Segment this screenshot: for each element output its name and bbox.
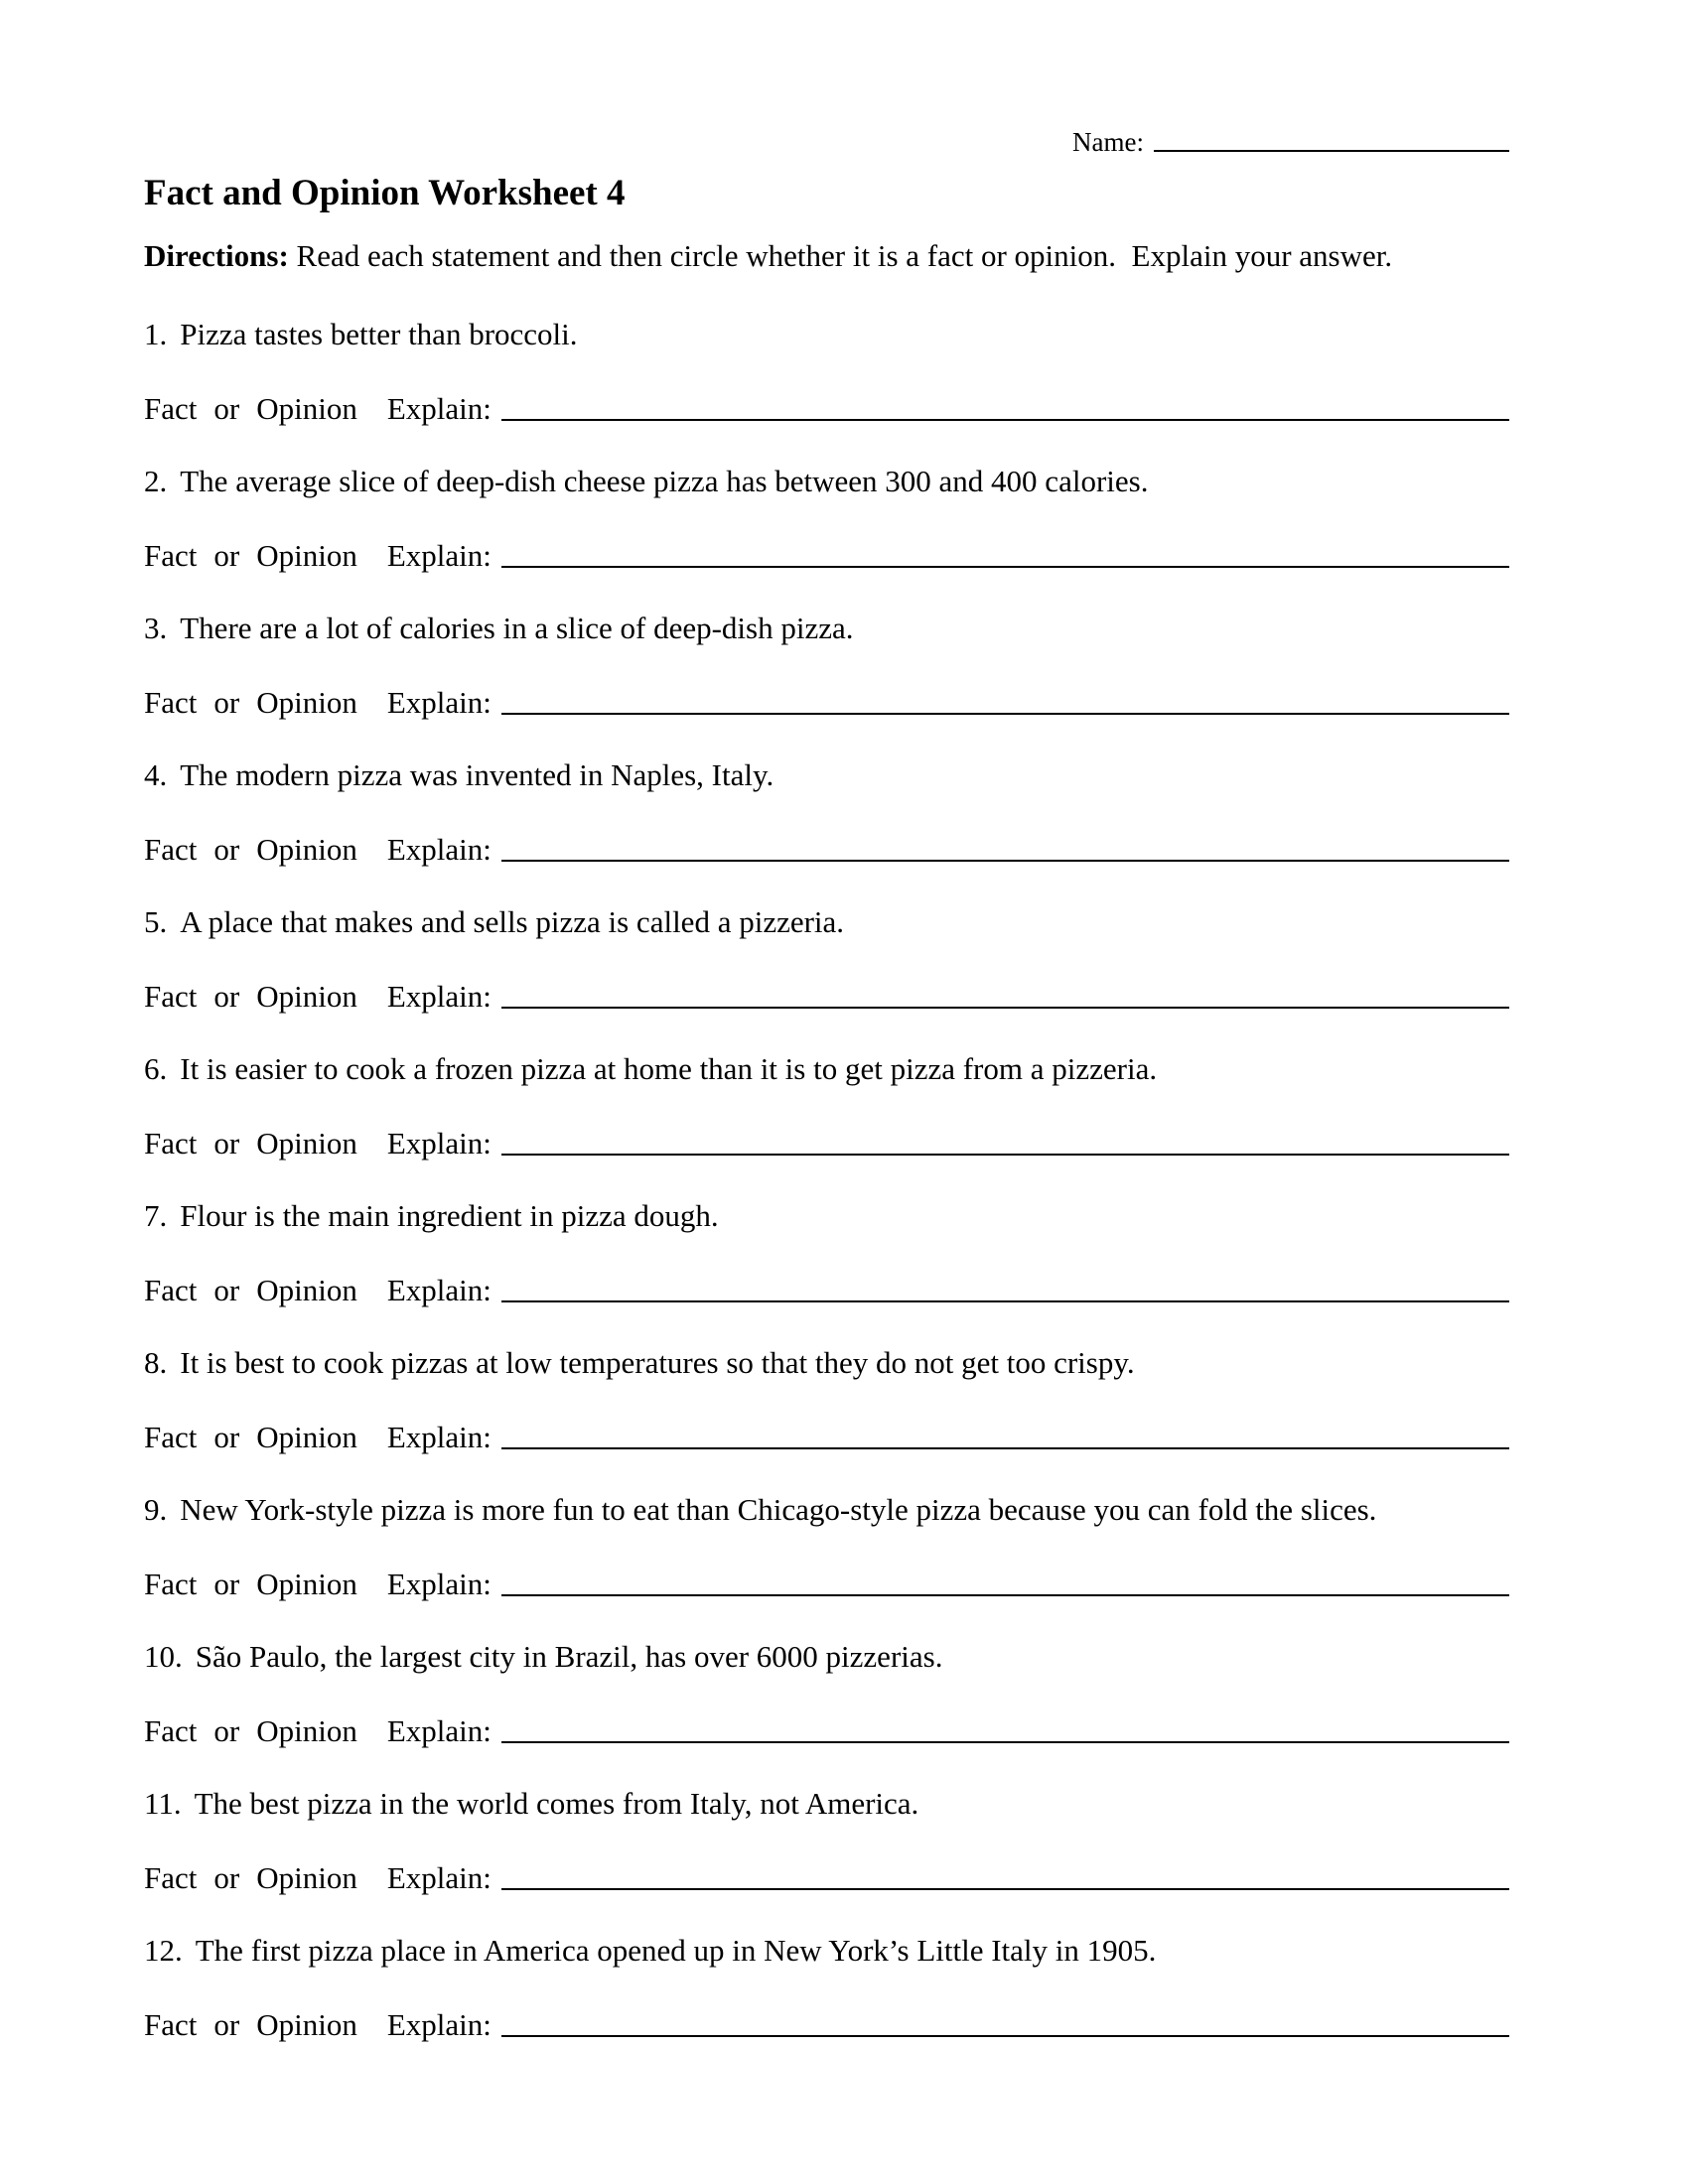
explain-label: Explain: xyxy=(386,2007,492,2042)
name-row xyxy=(144,127,1509,158)
question-block xyxy=(144,1491,1509,1602)
explain-blank-line xyxy=(501,566,1509,568)
fact-opinion-row xyxy=(144,1859,1509,1896)
directions xyxy=(144,238,1509,274)
question-block xyxy=(144,610,1509,721)
question-block xyxy=(144,1785,1509,1896)
question-number: 7. xyxy=(144,1198,168,1233)
question-statement xyxy=(144,316,1509,352)
question-statement xyxy=(144,1785,1509,1822)
explain-label: Explain: xyxy=(386,832,492,867)
fact-label: Fact xyxy=(144,1567,198,1601)
question-number: 3. xyxy=(144,611,168,645)
worksheet-title: Fact and Opinion Worksheet 4 xyxy=(144,173,626,213)
or-label: or xyxy=(213,391,240,426)
fact-label: Fact xyxy=(144,1126,198,1160)
fact-label: Fact xyxy=(144,1420,198,1454)
fact-label: Fact xyxy=(144,1860,198,1895)
or-label: or xyxy=(213,538,240,573)
name-label: Name: xyxy=(1072,127,1144,157)
fact-opinion-row xyxy=(144,1125,1509,1161)
or-label: or xyxy=(213,1420,240,1454)
question-text: Flour is the main ingredient in pizza dough. xyxy=(180,1198,719,1233)
question-text: It is easier to cook a frozen pizza at home than it is to get pizza from a pizzeria. xyxy=(180,1051,1158,1086)
explain-label: Explain: xyxy=(386,1860,492,1895)
question-block xyxy=(144,903,1509,1015)
question-text: New York-style pizza is more fun to eat than Chicago-style pizza because you can fold the slices. xyxy=(180,1492,1377,1527)
question-statement xyxy=(144,610,1509,646)
or-label: or xyxy=(213,832,240,867)
fact-opinion-row xyxy=(144,978,1509,1015)
question-statement xyxy=(144,756,1509,793)
question-text: A place that makes and sells pizza is called a pizzeria. xyxy=(180,904,845,939)
opinion-label: Opinion xyxy=(256,1273,357,1307)
question-text: Pizza tastes better than broccoli. xyxy=(180,317,578,351)
question-statement xyxy=(144,903,1509,940)
question-block xyxy=(144,1050,1509,1161)
explain-label: Explain: xyxy=(386,1273,492,1307)
question-statement xyxy=(144,1638,1509,1675)
explain-blank-line xyxy=(501,1300,1509,1302)
explain-blank-line xyxy=(501,1447,1509,1449)
question-block xyxy=(144,1197,1509,1308)
question-text: There are a lot of calories in a slice of deep-dish pizza. xyxy=(180,611,854,645)
fact-opinion-row xyxy=(144,2006,1509,2043)
fact-opinion-row xyxy=(144,1566,1509,1602)
question-block xyxy=(144,756,1509,868)
opinion-label: Opinion xyxy=(256,1860,357,1895)
fact-opinion-row xyxy=(144,1272,1509,1308)
explain-blank-line xyxy=(501,1888,1509,1890)
question-text: The modern pizza was invented in Naples, Italy. xyxy=(180,757,774,792)
opinion-label: Opinion xyxy=(256,1420,357,1454)
question-number: 11. xyxy=(144,1786,182,1821)
explain-blank-line xyxy=(501,1741,1509,1743)
question-text: The best pizza in the world comes from Italy, not America. xyxy=(194,1786,919,1821)
opinion-label: Opinion xyxy=(256,832,357,867)
opinion-label: Opinion xyxy=(256,538,357,573)
fact-opinion-row xyxy=(144,831,1509,868)
question-block xyxy=(144,1638,1509,1749)
question-number: 2. xyxy=(144,464,168,498)
opinion-label: Opinion xyxy=(256,685,357,720)
question-text: The first pizza place in America opened up in New York’s Little Italy in 1905. xyxy=(195,1933,1157,1968)
explain-label: Explain: xyxy=(386,685,492,720)
or-label: or xyxy=(213,1567,240,1601)
directions-text: Read each statement and then circle whether it is a fact or opinion. Explain your answer. xyxy=(288,238,1393,273)
fact-opinion-row xyxy=(144,1712,1509,1749)
question-statement xyxy=(144,1932,1509,1969)
directions-label: Directions: xyxy=(144,238,289,273)
fact-label: Fact xyxy=(144,685,198,720)
explain-blank-line xyxy=(501,860,1509,862)
or-label: or xyxy=(213,1713,240,1748)
opinion-label: Opinion xyxy=(256,391,357,426)
fact-opinion-row xyxy=(144,537,1509,574)
question-block xyxy=(144,316,1509,427)
explain-label: Explain: xyxy=(386,391,492,426)
or-label: or xyxy=(213,1126,240,1160)
fact-label: Fact xyxy=(144,391,198,426)
question-text: It is best to cook pizzas at low temperatures so that they do not get too crispy. xyxy=(180,1345,1135,1380)
opinion-label: Opinion xyxy=(256,1126,357,1160)
or-label: or xyxy=(213,1860,240,1895)
name-blank-line xyxy=(1154,150,1509,152)
question-number: 1. xyxy=(144,317,168,351)
question-block xyxy=(144,1344,1509,1455)
question-number: 9. xyxy=(144,1492,168,1527)
opinion-label: Opinion xyxy=(256,979,357,1014)
opinion-label: Opinion xyxy=(256,2007,357,2042)
fact-label: Fact xyxy=(144,979,198,1014)
question-number: 10. xyxy=(144,1639,183,1674)
explain-blank-line xyxy=(501,419,1509,421)
fact-opinion-row xyxy=(144,1419,1509,1455)
question-text: The average slice of deep-dish cheese pizza has between 300 and 400 calories. xyxy=(180,464,1149,498)
explain-blank-line xyxy=(501,1154,1509,1156)
explain-blank-line xyxy=(501,1007,1509,1009)
fact-label: Fact xyxy=(144,1273,198,1307)
explain-label: Explain: xyxy=(386,1126,492,1160)
or-label: or xyxy=(213,1273,240,1307)
question-statement xyxy=(144,1050,1509,1087)
fact-opinion-row xyxy=(144,684,1509,721)
or-label: or xyxy=(213,979,240,1014)
explain-label: Explain: xyxy=(386,1420,492,1454)
question-statement xyxy=(144,1344,1509,1381)
question-text: São Paulo, the largest city in Brazil, has over 6000 pizzerias. xyxy=(195,1639,943,1674)
explain-label: Explain: xyxy=(386,1567,492,1601)
explain-label: Explain: xyxy=(386,979,492,1014)
question-statement xyxy=(144,1491,1509,1528)
question-block xyxy=(144,463,1509,574)
explain-blank-line xyxy=(501,2035,1509,2037)
fact-label: Fact xyxy=(144,538,198,573)
question-statement xyxy=(144,463,1509,499)
question-block xyxy=(144,1932,1509,2043)
question-number: 5. xyxy=(144,904,168,939)
fact-label: Fact xyxy=(144,2007,198,2042)
or-label: or xyxy=(213,2007,240,2042)
question-statement xyxy=(144,1197,1509,1234)
fact-opinion-row xyxy=(144,390,1509,427)
explain-blank-line xyxy=(501,1594,1509,1596)
explain-label: Explain: xyxy=(386,1713,492,1748)
explain-label: Explain: xyxy=(386,538,492,573)
fact-label: Fact xyxy=(144,1713,198,1748)
opinion-label: Opinion xyxy=(256,1713,357,1748)
opinion-label: Opinion xyxy=(256,1567,357,1601)
explain-blank-line xyxy=(501,713,1509,715)
question-number: 4. xyxy=(144,757,168,792)
question-number: 8. xyxy=(144,1345,168,1380)
or-label: or xyxy=(213,685,240,720)
fact-label: Fact xyxy=(144,832,198,867)
question-number: 6. xyxy=(144,1051,168,1086)
question-number: 12. xyxy=(144,1933,183,1968)
